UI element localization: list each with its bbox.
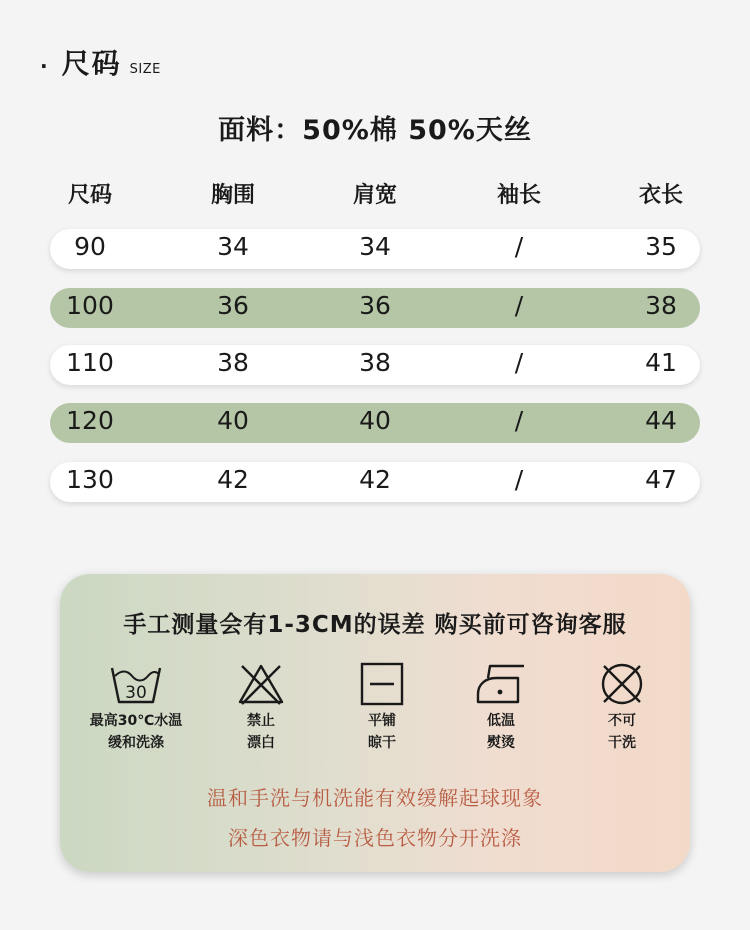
table-row <box>50 288 700 328</box>
cell-length: 38 <box>645 291 677 320</box>
cell-chest: 40 <box>217 406 249 435</box>
fabric-composition: 面料：50%棉 50%天丝 <box>218 115 532 146</box>
iron-label: 低温 熨烫 <box>487 713 515 751</box>
column-header-sleeve: 袖长 <box>496 183 542 208</box>
no-dryclean-icon <box>597 662 647 706</box>
care-note: 深色衣物请与浅色衣物分开洗涤 <box>228 826 522 850</box>
column-header-size: 尺码 <box>67 183 113 208</box>
section-subtitle: SIZE <box>129 62 161 77</box>
cell-shoulder: 42 <box>359 465 391 494</box>
cell-chest: 38 <box>217 348 249 377</box>
table-row <box>50 403 700 443</box>
care-item-iron <box>441 662 561 754</box>
cell-sleeve: / <box>514 291 524 320</box>
iron-low-icon <box>474 662 528 706</box>
cell-sleeve: / <box>514 348 524 377</box>
cell-shoulder: 40 <box>359 406 391 435</box>
cell-length: 35 <box>645 232 677 261</box>
column-header-shoulder: 肩宽 <box>352 183 398 208</box>
bleach-label: 禁止 漂白 <box>247 713 275 751</box>
cell-chest: 36 <box>217 291 249 320</box>
cell-size: 90 <box>74 232 106 261</box>
cell-chest: 34 <box>217 232 249 261</box>
size-table-header <box>50 178 700 212</box>
section-header <box>40 42 161 82</box>
cell-length: 41 <box>645 348 677 377</box>
table-row <box>50 462 700 502</box>
cell-sleeve: / <box>514 465 524 494</box>
dry-flat-shade-icon <box>357 662 407 706</box>
wash-label: 最高30℃水温 缓和洗涤 <box>89 713 183 751</box>
cell-shoulder: 36 <box>359 291 391 320</box>
dryclean-label: 不可 干洗 <box>608 713 636 751</box>
measurement-note: 手工测量会有1-3CM的误差 购买前可咨询客服 <box>123 612 627 638</box>
cell-size: 100 <box>66 291 114 320</box>
table-row <box>50 345 700 385</box>
column-header-length: 衣长 <box>638 183 684 208</box>
care-item-dry <box>322 662 442 754</box>
cell-sleeve: / <box>514 406 524 435</box>
cell-chest: 42 <box>217 465 249 494</box>
care-note: 温和手洗与机洗能有效缓解起球现象 <box>207 786 543 810</box>
column-header-chest: 胸围 <box>210 183 256 208</box>
cell-shoulder: 34 <box>359 232 391 261</box>
care-instructions-card <box>60 574 690 872</box>
bullet: · <box>40 54 48 78</box>
cell-size: 130 <box>66 465 114 494</box>
care-item-bleach <box>201 662 321 754</box>
no-bleach-icon <box>236 662 286 706</box>
cell-length: 47 <box>645 465 677 494</box>
svg-text:30: 30 <box>125 683 147 703</box>
care-item-wash <box>76 662 196 754</box>
care-item-dryclean <box>562 662 682 754</box>
cell-size: 120 <box>66 406 114 435</box>
cell-shoulder: 38 <box>359 348 391 377</box>
cell-sleeve: / <box>514 232 524 261</box>
section-title: 尺码 <box>61 47 122 80</box>
wash-30-icon <box>108 662 164 706</box>
dry-label: 平铺 晾干 <box>368 713 396 751</box>
cell-size: 110 <box>66 348 114 377</box>
cell-length: 44 <box>645 406 677 435</box>
table-row <box>50 229 700 269</box>
